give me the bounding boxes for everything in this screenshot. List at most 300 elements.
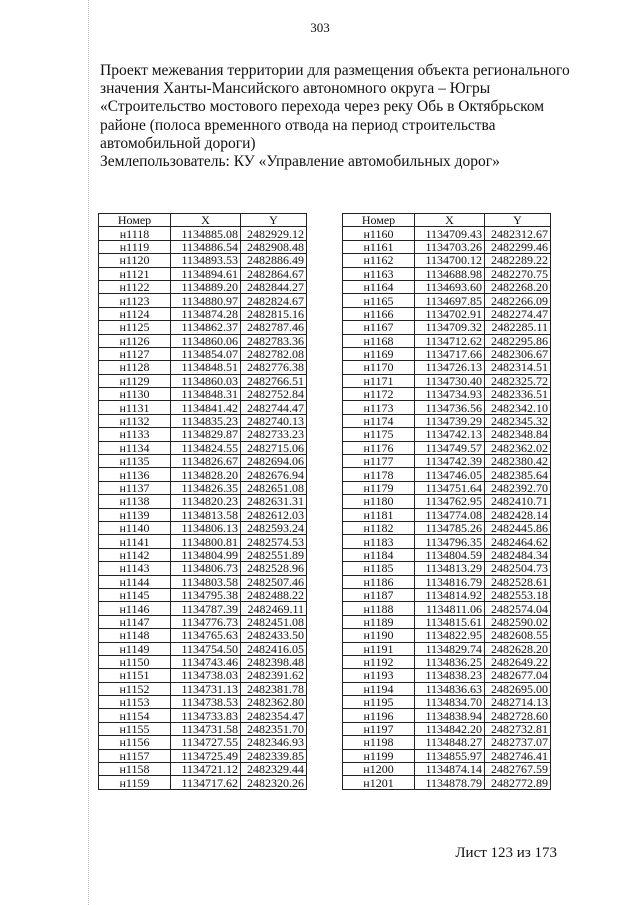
table-row	[343, 361, 551, 374]
point-number: н1130	[99, 388, 171, 401]
x-coordinate: 1134880.97	[171, 294, 241, 307]
table-row	[343, 642, 551, 655]
y-coordinate: 2482320.26	[241, 776, 307, 789]
header-y: Y	[485, 214, 551, 227]
point-number: н1150	[99, 655, 171, 668]
table-row	[99, 642, 307, 655]
point-number: н1128	[99, 361, 171, 374]
y-coordinate: 2482715.06	[241, 441, 307, 454]
x-coordinate: 1134804.59	[415, 548, 485, 561]
x-coordinate: 1134836.63	[415, 682, 485, 695]
table-row	[99, 535, 307, 548]
y-coordinate: 2482410.71	[485, 495, 551, 508]
y-coordinate: 2482886.49	[241, 254, 307, 267]
heading-line: районе (полоса временного отвода на период строительства	[100, 116, 496, 134]
point-number: н1175	[343, 428, 415, 441]
y-coordinate: 2482824.67	[241, 294, 307, 307]
y-coordinate: 2482354.47	[241, 709, 307, 722]
y-coordinate: 2482504.73	[485, 562, 551, 575]
x-coordinate: 1134811.06	[415, 602, 485, 615]
table-row	[99, 548, 307, 561]
point-number: н1167	[343, 321, 415, 334]
table-row	[99, 334, 307, 347]
point-number: н1147	[99, 615, 171, 628]
table-row	[343, 428, 551, 441]
heading-line: значения Ханты-Мансийского автономного округа – Югры	[100, 80, 491, 98]
x-coordinate: 1134813.29	[415, 562, 485, 575]
land-user-line: Землепользователь: КУ «Управление автомобильных дорог»	[100, 153, 500, 171]
x-coordinate: 1134726.13	[415, 361, 485, 374]
y-coordinate: 2482608.55	[485, 629, 551, 642]
heading-line: Проект межевания территории для размещения объекта регионального	[100, 62, 570, 79]
x-coordinate: 1134693.60	[415, 280, 485, 293]
y-coordinate: 2482815.16	[241, 307, 307, 320]
x-coordinate: 1134838.94	[415, 709, 485, 722]
y-coordinate: 2482744.47	[241, 401, 307, 414]
point-number: н1161	[343, 240, 415, 253]
point-number: н1181	[343, 508, 415, 521]
table-row	[343, 575, 551, 588]
x-coordinate: 1134734.93	[415, 388, 485, 401]
point-number: н1178	[343, 468, 415, 481]
point-number: н1145	[99, 588, 171, 601]
table-row	[99, 508, 307, 521]
table-row	[343, 535, 551, 548]
point-number: н1141	[99, 535, 171, 548]
x-coordinate: 1134848.27	[415, 736, 485, 749]
y-coordinate: 2482285.11	[485, 321, 551, 334]
coordinates-table-right	[342, 213, 551, 790]
table-row	[99, 495, 307, 508]
table-row	[99, 294, 307, 307]
x-coordinate: 1134730.40	[415, 374, 485, 387]
point-number: н1173	[343, 401, 415, 414]
y-coordinate: 2482451.08	[241, 615, 307, 628]
x-coordinate: 1134826.35	[171, 481, 241, 494]
point-number: н1126	[99, 334, 171, 347]
y-coordinate: 2482929.12	[241, 227, 307, 240]
table-row	[343, 562, 551, 575]
table-row	[343, 669, 551, 682]
table-row	[343, 709, 551, 722]
header-x: X	[171, 214, 241, 227]
table-header-row	[99, 214, 307, 227]
point-number: н1180	[343, 495, 415, 508]
point-number: н1139	[99, 508, 171, 521]
y-coordinate: 2482772.89	[485, 776, 551, 789]
table-row	[343, 441, 551, 454]
x-coordinate: 1134712.62	[415, 334, 485, 347]
point-number: н1121	[99, 267, 171, 280]
y-coordinate: 2482428.14	[485, 508, 551, 521]
table-row	[99, 763, 307, 776]
table-row	[99, 361, 307, 374]
point-number: н1131	[99, 401, 171, 414]
y-coordinate: 2482631.31	[241, 495, 307, 508]
x-coordinate: 1134774.08	[415, 508, 485, 521]
table-row	[99, 441, 307, 454]
y-coordinate: 2482484.34	[485, 548, 551, 561]
y-coordinate: 2482746.41	[485, 749, 551, 762]
y-coordinate: 2482574.53	[241, 535, 307, 548]
x-coordinate: 1134822.95	[415, 629, 485, 642]
table-row	[343, 629, 551, 642]
y-coordinate: 2482676.94	[241, 468, 307, 481]
table-row	[343, 521, 551, 534]
point-number: н1154	[99, 709, 171, 722]
point-number: н1160	[343, 227, 415, 240]
table-row	[343, 374, 551, 387]
table-row	[99, 588, 307, 601]
x-coordinate: 1134717.66	[415, 347, 485, 360]
point-number: н1165	[343, 294, 415, 307]
table-row	[99, 280, 307, 293]
table-row	[343, 254, 551, 267]
point-number: н1118	[99, 227, 171, 240]
sheet-counter: Лист 123 из 173	[455, 845, 557, 861]
table-row	[99, 521, 307, 534]
table-row	[343, 722, 551, 735]
table-row	[343, 401, 551, 414]
y-coordinate: 2482362.02	[485, 441, 551, 454]
y-coordinate: 2482737.07	[485, 736, 551, 749]
x-coordinate: 1134829.74	[415, 642, 485, 655]
x-coordinate: 1134795.38	[171, 588, 241, 601]
table-row	[99, 374, 307, 387]
y-coordinate: 2482783.36	[241, 334, 307, 347]
point-number: н1169	[343, 347, 415, 360]
x-coordinate: 1134829.87	[171, 428, 241, 441]
x-coordinate: 1134885.08	[171, 227, 241, 240]
y-coordinate: 2482776.38	[241, 361, 307, 374]
y-coordinate: 2482306.67	[485, 347, 551, 360]
table-body-right	[343, 227, 551, 789]
point-number: н1153	[99, 696, 171, 709]
y-coordinate: 2482385.64	[485, 468, 551, 481]
table-row	[99, 709, 307, 722]
point-number: н1142	[99, 548, 171, 561]
table-row	[99, 776, 307, 789]
point-number: н1124	[99, 307, 171, 320]
y-coordinate: 2482469.11	[241, 602, 307, 615]
header-x: X	[415, 214, 485, 227]
y-coordinate: 2482329.44	[241, 763, 307, 776]
x-coordinate: 1134889.20	[171, 280, 241, 293]
y-coordinate: 2482612.03	[241, 508, 307, 521]
x-coordinate: 1134804.99	[171, 548, 241, 561]
x-coordinate: 1134742.39	[415, 455, 485, 468]
table-row	[343, 321, 551, 334]
y-coordinate: 2482844.27	[241, 280, 307, 293]
y-coordinate: 2482677.04	[485, 669, 551, 682]
binder-margin-line	[88, 0, 89, 905]
table-row	[99, 455, 307, 468]
point-number: н1127	[99, 347, 171, 360]
table-row	[99, 401, 307, 414]
y-coordinate: 2482314.51	[485, 361, 551, 374]
point-number: н1196	[343, 709, 415, 722]
y-coordinate: 2482908.48	[241, 240, 307, 253]
point-number: н1157	[99, 749, 171, 762]
table-row	[99, 481, 307, 494]
table-row	[99, 602, 307, 615]
x-coordinate: 1134842.20	[415, 722, 485, 735]
x-coordinate: 1134862.37	[171, 321, 241, 334]
x-coordinate: 1134776.73	[171, 615, 241, 628]
y-coordinate: 2482445.86	[485, 521, 551, 534]
table-row	[343, 495, 551, 508]
point-number: н1195	[343, 696, 415, 709]
table-row	[343, 307, 551, 320]
x-coordinate: 1134736.56	[415, 401, 485, 414]
x-coordinate: 1134838.23	[415, 669, 485, 682]
y-coordinate: 2482312.67	[485, 227, 551, 240]
point-number: н1136	[99, 468, 171, 481]
point-number: н1184	[343, 548, 415, 561]
x-coordinate: 1134733.83	[171, 709, 241, 722]
point-number: н1194	[343, 682, 415, 695]
y-coordinate: 2482342.10	[485, 401, 551, 414]
x-coordinate: 1134806.73	[171, 562, 241, 575]
x-coordinate: 1134860.06	[171, 334, 241, 347]
table-row	[99, 682, 307, 695]
header-number: Номер	[343, 214, 415, 227]
y-coordinate: 2482553.18	[485, 588, 551, 601]
table-row	[343, 481, 551, 494]
table-row	[99, 267, 307, 280]
x-coordinate: 1134796.35	[415, 535, 485, 548]
y-coordinate: 2482381.78	[241, 682, 307, 695]
x-coordinate: 1134806.13	[171, 521, 241, 534]
x-coordinate: 1134834.70	[415, 696, 485, 709]
y-coordinate: 2482528.61	[485, 575, 551, 588]
point-number: н1179	[343, 481, 415, 494]
table-row	[343, 414, 551, 427]
x-coordinate: 1134709.43	[415, 227, 485, 240]
table-row	[99, 615, 307, 628]
point-number: н1159	[99, 776, 171, 789]
table-row	[343, 455, 551, 468]
y-coordinate: 2482433.50	[241, 629, 307, 642]
point-number: н1177	[343, 455, 415, 468]
y-coordinate: 2482507.46	[241, 575, 307, 588]
point-number: н1138	[99, 495, 171, 508]
table-row	[343, 240, 551, 253]
point-number: н1123	[99, 294, 171, 307]
y-coordinate: 2482392.70	[485, 481, 551, 494]
y-coordinate: 2482767.59	[485, 763, 551, 776]
heading-line: автомобильной дороги)	[100, 134, 256, 152]
y-coordinate: 2482695.00	[485, 682, 551, 695]
point-number: н1119	[99, 240, 171, 253]
x-coordinate: 1134762.95	[415, 495, 485, 508]
y-coordinate: 2482464.62	[485, 535, 551, 548]
x-coordinate: 1134697.85	[415, 294, 485, 307]
y-coordinate: 2482551.89	[241, 548, 307, 561]
point-number: н1182	[343, 521, 415, 534]
x-coordinate: 1134893.53	[171, 254, 241, 267]
table-row	[343, 334, 551, 347]
x-coordinate: 1134848.51	[171, 361, 241, 374]
y-coordinate: 2482694.06	[241, 455, 307, 468]
y-coordinate: 2482362.80	[241, 696, 307, 709]
point-number: н1191	[343, 642, 415, 655]
y-coordinate: 2482380.42	[485, 455, 551, 468]
x-coordinate: 1134828.20	[171, 468, 241, 481]
table-row	[99, 629, 307, 642]
x-coordinate: 1134709.32	[415, 321, 485, 334]
table-row	[343, 682, 551, 695]
x-coordinate: 1134739.29	[415, 414, 485, 427]
table-row	[343, 294, 551, 307]
y-coordinate: 2482295.86	[485, 334, 551, 347]
x-coordinate: 1134738.53	[171, 696, 241, 709]
y-coordinate: 2482398.48	[241, 655, 307, 668]
x-coordinate: 1134731.58	[171, 722, 241, 735]
x-coordinate: 1134717.62	[171, 776, 241, 789]
y-coordinate: 2482590.02	[485, 615, 551, 628]
x-coordinate: 1134742.13	[415, 428, 485, 441]
x-coordinate: 1134703.26	[415, 240, 485, 253]
coordinates-table-left	[98, 213, 307, 790]
table-row	[99, 722, 307, 735]
point-number: н1201	[343, 776, 415, 789]
table-row	[99, 669, 307, 682]
x-coordinate: 1134743.46	[171, 655, 241, 668]
x-coordinate: 1134894.61	[171, 267, 241, 280]
point-number: н1171	[343, 374, 415, 387]
x-coordinate: 1134860.03	[171, 374, 241, 387]
point-number: н1170	[343, 361, 415, 374]
table-row	[343, 763, 551, 776]
x-coordinate: 1134785.26	[415, 521, 485, 534]
point-number: н1168	[343, 334, 415, 347]
document-heading	[100, 62, 580, 171]
table-row	[343, 227, 551, 240]
x-coordinate: 1134749.57	[415, 441, 485, 454]
header-number: Номер	[99, 214, 171, 227]
table-row	[343, 749, 551, 762]
x-coordinate: 1134841.42	[171, 401, 241, 414]
x-coordinate: 1134826.67	[171, 455, 241, 468]
table-row	[99, 696, 307, 709]
table-row	[343, 655, 551, 668]
point-number: н1137	[99, 481, 171, 494]
y-coordinate: 2482528.96	[241, 562, 307, 575]
x-coordinate: 1134855.97	[415, 749, 485, 762]
x-coordinate: 1134746.05	[415, 468, 485, 481]
x-coordinate: 1134816.79	[415, 575, 485, 588]
x-coordinate: 1134751.64	[415, 481, 485, 494]
point-number: н1189	[343, 615, 415, 628]
x-coordinate: 1134820.23	[171, 495, 241, 508]
x-coordinate: 1134702.91	[415, 307, 485, 320]
table-row	[99, 307, 307, 320]
x-coordinate: 1134800.81	[171, 535, 241, 548]
point-number: н1183	[343, 535, 415, 548]
x-coordinate: 1134824.55	[171, 441, 241, 454]
x-coordinate: 1134848.31	[171, 388, 241, 401]
y-coordinate: 2482728.60	[485, 709, 551, 722]
table-row	[99, 562, 307, 575]
point-number: н1176	[343, 441, 415, 454]
y-coordinate: 2482864.67	[241, 267, 307, 280]
table-row	[99, 414, 307, 427]
table-row	[343, 267, 551, 280]
table-row	[343, 280, 551, 293]
point-number: н1146	[99, 602, 171, 615]
point-number: н1186	[343, 575, 415, 588]
table-row	[343, 508, 551, 521]
y-coordinate: 2482752.84	[241, 388, 307, 401]
point-number: н1163	[343, 267, 415, 280]
point-number: н1120	[99, 254, 171, 267]
x-coordinate: 1134836.25	[415, 655, 485, 668]
x-coordinate: 1134738.03	[171, 669, 241, 682]
x-coordinate: 1134813.58	[171, 508, 241, 521]
point-number: н1188	[343, 602, 415, 615]
point-number: н1122	[99, 280, 171, 293]
x-coordinate: 1134787.39	[171, 602, 241, 615]
table-row	[343, 736, 551, 749]
point-number: н1143	[99, 562, 171, 575]
x-coordinate: 1134765.63	[171, 629, 241, 642]
x-coordinate: 1134700.12	[415, 254, 485, 267]
point-number: н1198	[343, 736, 415, 749]
y-coordinate: 2482346.93	[241, 736, 307, 749]
point-number: н1156	[99, 736, 171, 749]
y-coordinate: 2482488.22	[241, 588, 307, 601]
table-row	[343, 468, 551, 481]
y-coordinate: 2482289.22	[485, 254, 551, 267]
point-number: н1144	[99, 575, 171, 588]
header-y: Y	[241, 214, 307, 227]
y-coordinate: 2482270.75	[485, 267, 551, 280]
point-number: н1148	[99, 629, 171, 642]
point-number: н1152	[99, 682, 171, 695]
table-header-row	[343, 214, 551, 227]
x-coordinate: 1134874.14	[415, 763, 485, 776]
y-coordinate: 2482348.84	[485, 428, 551, 441]
table-row	[99, 428, 307, 441]
point-number: н1125	[99, 321, 171, 334]
point-number: н1172	[343, 388, 415, 401]
table-row	[343, 615, 551, 628]
point-number: н1185	[343, 562, 415, 575]
y-coordinate: 2482766.51	[241, 374, 307, 387]
x-coordinate: 1134878.79	[415, 776, 485, 789]
point-number: н1158	[99, 763, 171, 776]
point-number: н1132	[99, 414, 171, 427]
table-row	[99, 254, 307, 267]
table-row	[99, 468, 307, 481]
table-row	[343, 696, 551, 709]
x-coordinate: 1134854.07	[171, 347, 241, 360]
point-number: н1135	[99, 455, 171, 468]
x-coordinate: 1134731.13	[171, 682, 241, 695]
y-coordinate: 2482274.47	[485, 307, 551, 320]
x-coordinate: 1134815.61	[415, 615, 485, 628]
y-coordinate: 2482649.22	[485, 655, 551, 668]
x-coordinate: 1134754.50	[171, 642, 241, 655]
x-coordinate: 1134688.98	[415, 267, 485, 280]
point-number: н1200	[343, 763, 415, 776]
heading-line: «Строительство мостового перехода через реку Обь в Октябрьском	[100, 98, 545, 116]
point-number: н1190	[343, 629, 415, 642]
y-coordinate: 2482299.46	[485, 240, 551, 253]
y-coordinate: 2482391.62	[241, 669, 307, 682]
y-coordinate: 2482574.04	[485, 602, 551, 615]
